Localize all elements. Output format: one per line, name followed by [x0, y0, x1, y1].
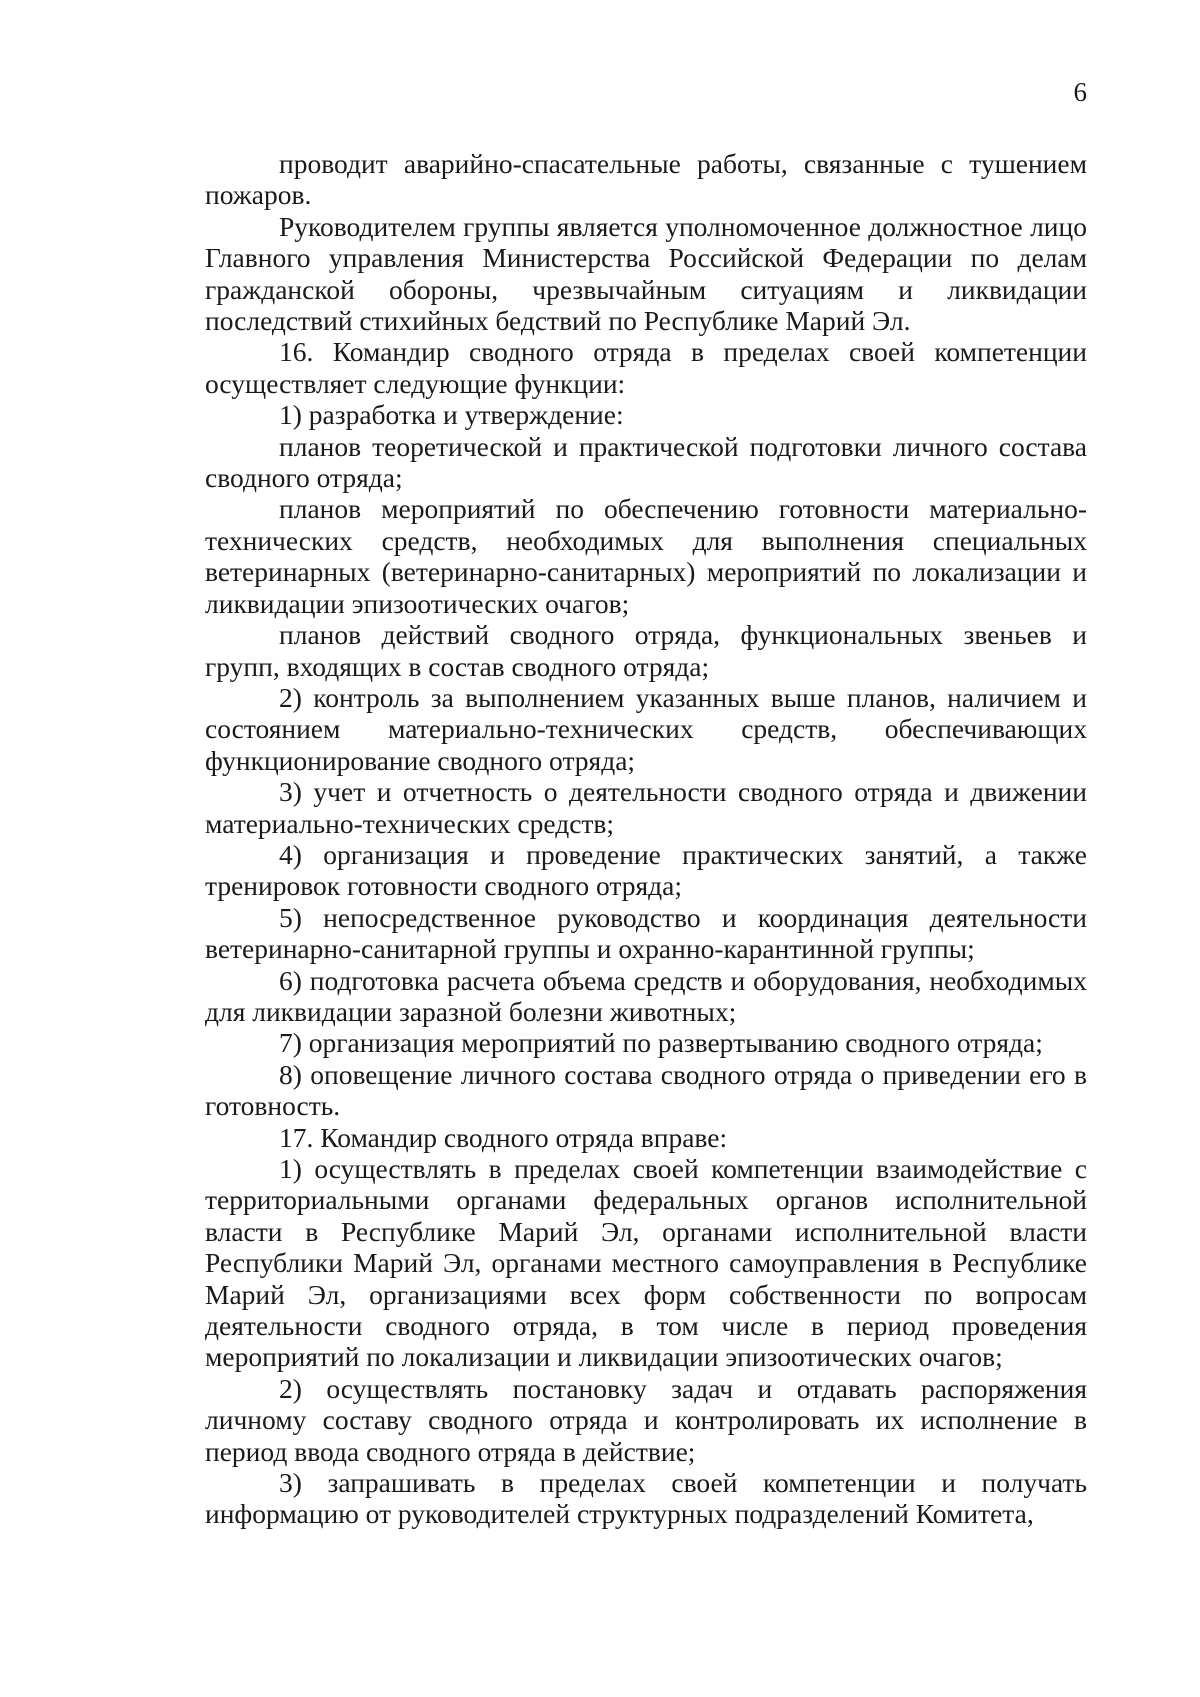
paragraph-subitem-1: 1) разработка и утверждение:	[279, 399, 624, 431]
paragraph-subitem-3: 3) учет и отчетность о деятельности сводного отряда и движении материально-технических средств;	[205, 776, 1087, 839]
paragraph-subitem-8: 8) оповещение личного состава сводного отряда о приведении его в готовность.	[205, 1058, 1087, 1122]
paragraph-plans-readiness: планов мероприятий по обеспечению готовности материально-технических средств, необходимых для выполнения специальных ветеринарных (ветеринарно-санитарных) мероприятий по локализации и ликвидации эпизоотических очагов;	[205, 493, 1087, 619]
paragraph-group-leader: Руководителем группы является уполномоченное должностное лицо Главного управления Министерства Российской Федерации по делам гражданской обороны, чрезвычайным ситуациям и ликвидации последствий стихийных бедствий по Республике Марий Эл.	[205, 210, 1087, 337]
paragraph-subitem-5: 5) непосредственное руководство и координация деятельности ветеринарно-санитарной группы и охранно-карантинной группы;	[205, 901, 1087, 965]
document-body	[205, 148, 1087, 1530]
paragraph-item-17: 17. Командир сводного отряда вправе:	[279, 1121, 728, 1153]
paragraph-subitem-7: 7) организация мероприятий по развертыванию сводного отряда;	[279, 1027, 1043, 1059]
paragraph-plans-actions: планов действий сводного отряда, функциональных звеньев и групп, входящих в состав сводного отряда;	[205, 619, 1087, 682]
paragraph-subitem-4: 4) организация и проведение практических занятий, а также тренировок готовности сводного отряда;	[205, 838, 1087, 902]
paragraph-item-16: 16. Командир сводного отряда в пределах своей компетенции осуществляет следующие функции:	[205, 336, 1087, 399]
paragraph-right-3: 3) запрашивать в пределах своей компетенции и получать информацию от руководителей структурных подразделений Комитета,	[205, 1467, 1087, 1530]
page-number: 6	[1073, 77, 1087, 107]
paragraph-subitem-6: 6) подготовка расчета объема средств и оборудования, необходимых для ликвидации заразной болезни животных;	[205, 964, 1087, 1027]
paragraph-plans-training: планов теоретической и практической подготовки личного состава сводного отряда;	[205, 430, 1087, 494]
paragraph-right-2: 2) осуществлять постановку задач и отдавать распоряжения личному составу сводного отряда и контролировать их исполнение в период ввода сводного отряда в действие;	[205, 1372, 1087, 1467]
paragraph-continuation: проводит аварийно-спасательные работы, связанные с тушением пожаров.	[205, 148, 1087, 211]
paragraph-subitem-2: 2) контроль за выполнением указанных выше планов, наличием и состоянием материально-технических средств, обеспечивающих функционирование сводного отряда;	[205, 681, 1087, 776]
paragraph-right-1: 1) осуществлять в пределах своей компетенции взаимодействие с территориальными органами федеральных органов исполнительной власти в Республике Марий Эл, органами исполнительной власти Республики Марий Эл, органами местного самоуправления в Республике Марий Эл, организациями всех форм собственности по вопросам деятельности сводного отряда, в том числе в период проведения мероприятий по локализации и ликвидации эпизоотических очагов;	[205, 1153, 1087, 1373]
